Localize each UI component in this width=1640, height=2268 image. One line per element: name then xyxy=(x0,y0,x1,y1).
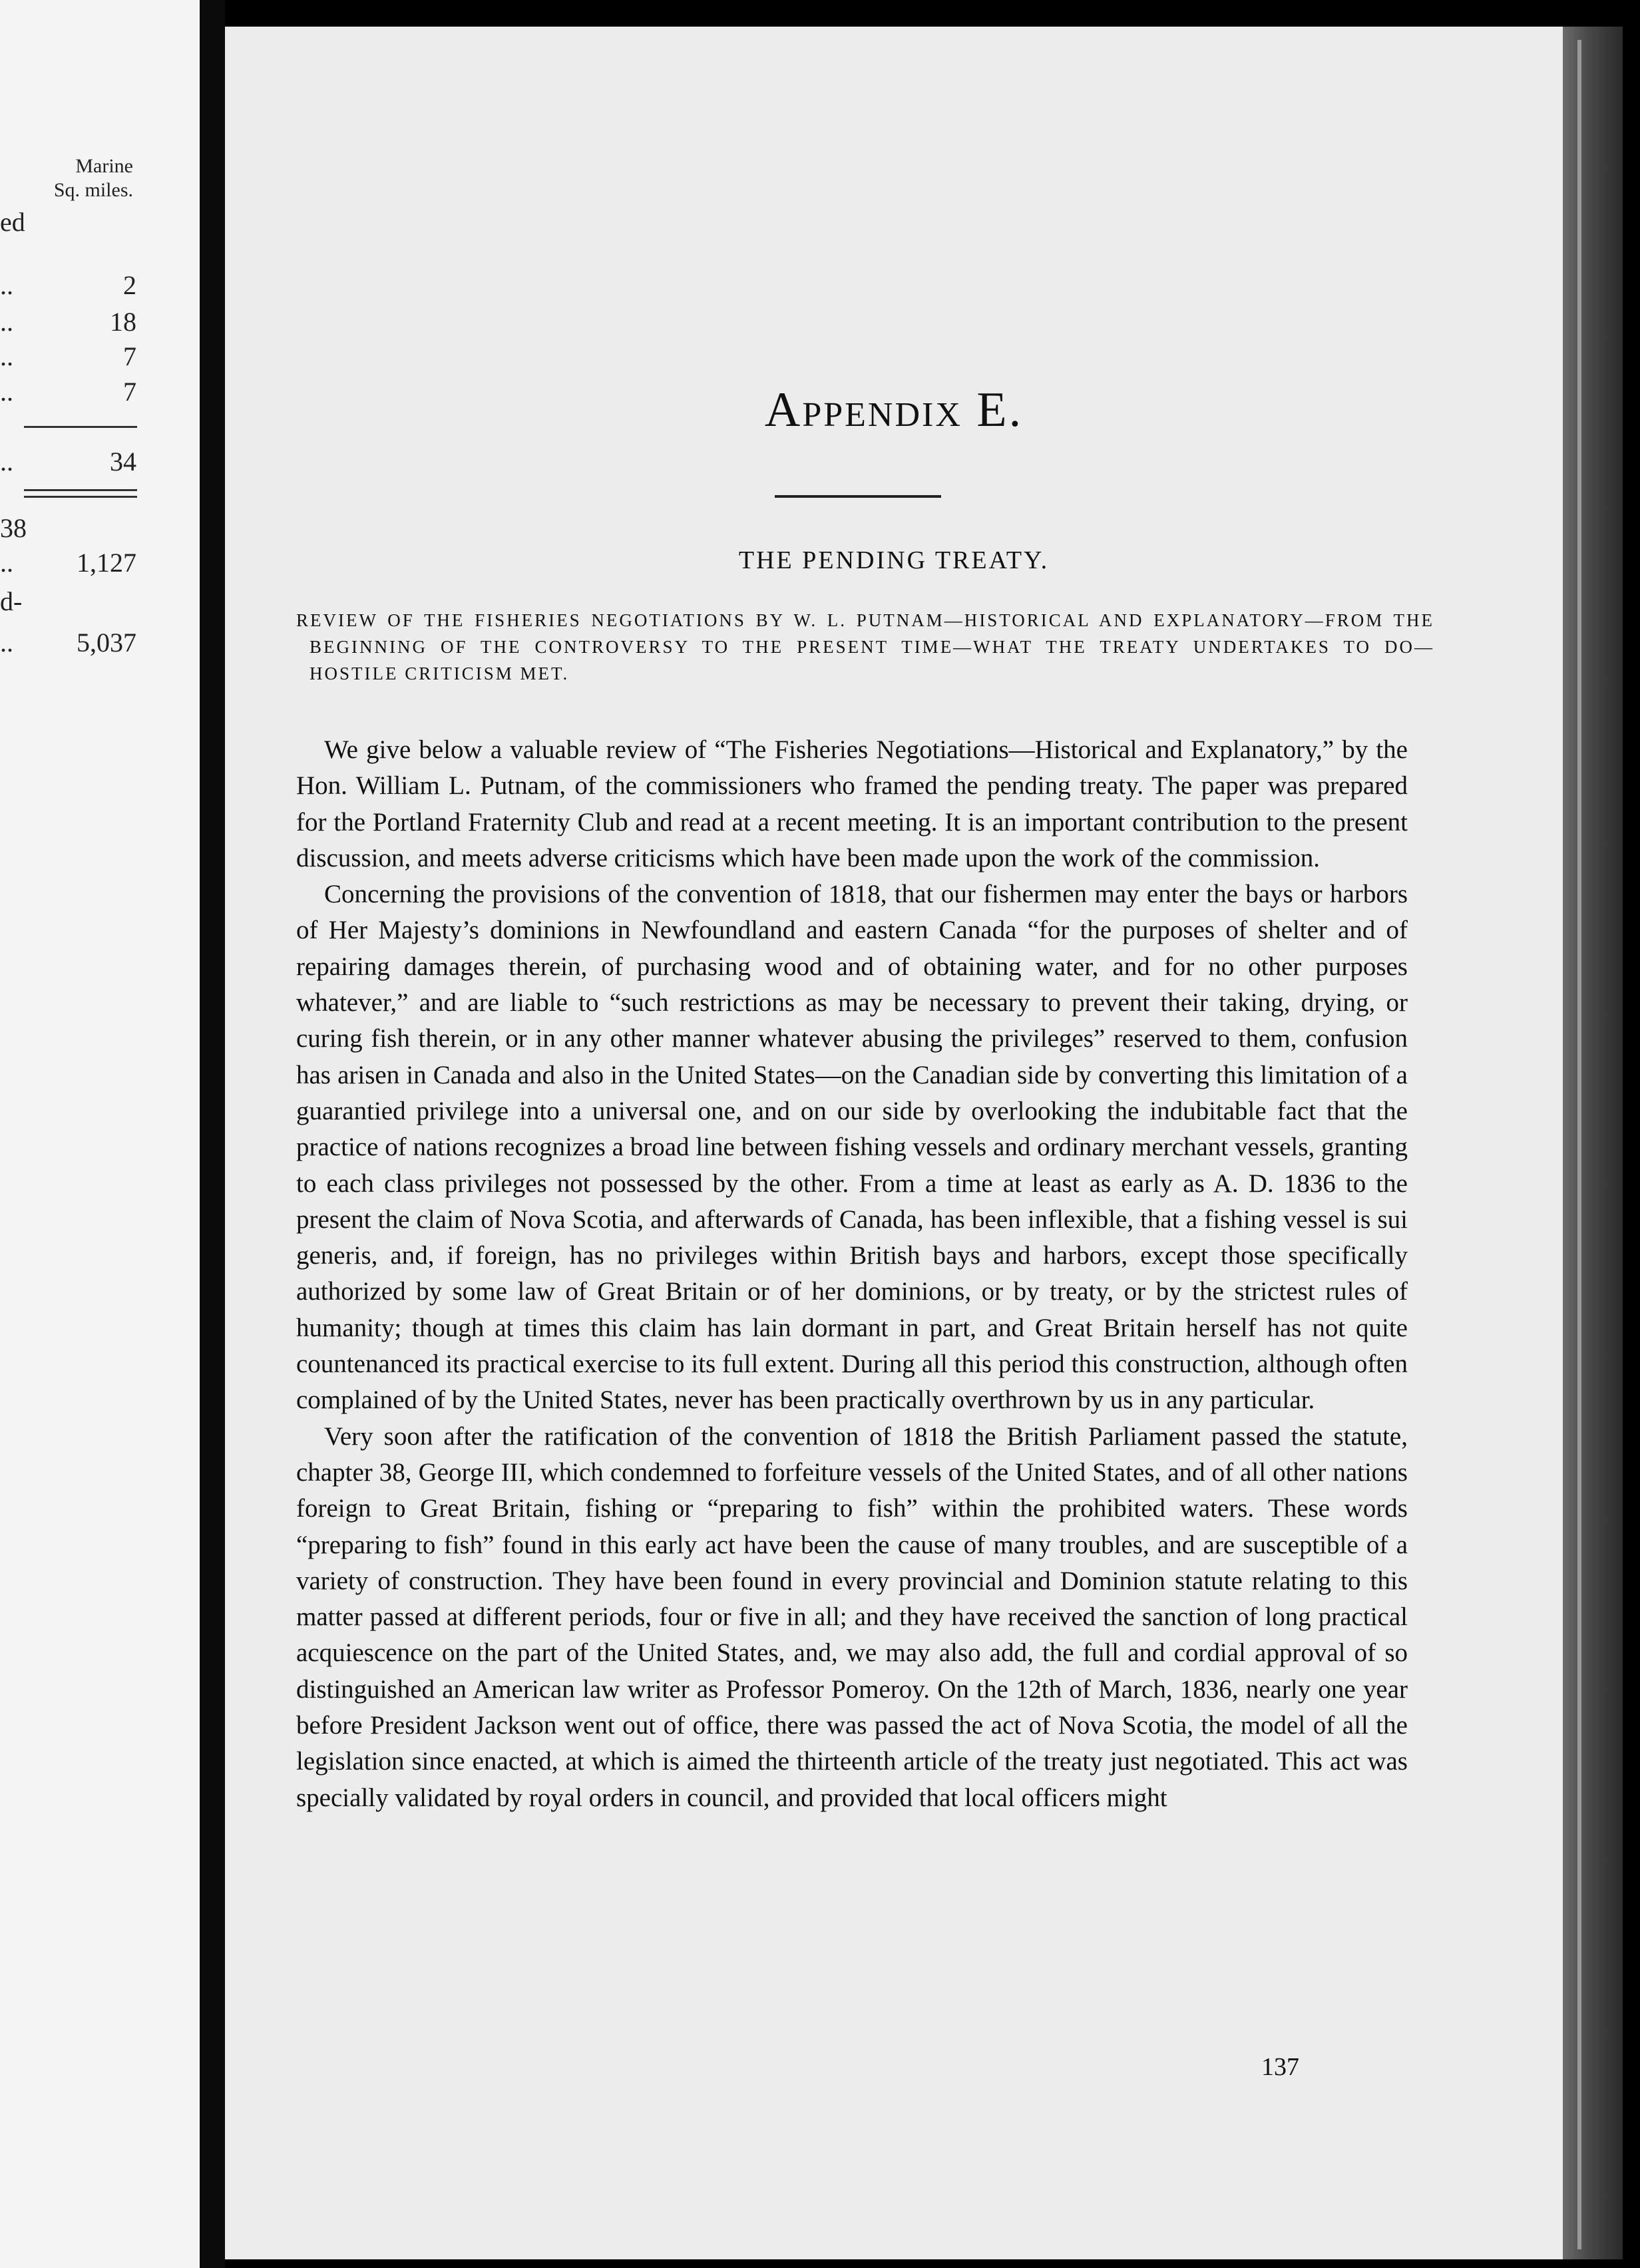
section-summary xyxy=(296,607,1434,687)
left-row-value: 2 xyxy=(123,270,136,300)
left-table-row xyxy=(0,341,136,372)
right-page-edge xyxy=(1563,27,1623,2259)
left-row-dots: .. xyxy=(0,628,13,658)
book-gutter xyxy=(200,0,225,2268)
page-number: 137 xyxy=(1261,2053,1299,2081)
left-header-line2: Sq. miles. xyxy=(53,179,133,201)
left-fragment-d: d- xyxy=(0,586,23,616)
left-row-dots: .. xyxy=(0,307,13,337)
left-sum-rule xyxy=(24,426,137,428)
left-double-rule-bottom xyxy=(24,496,137,498)
section-summary-text: REVIEW OF THE FISHERIES NEGOTIATIONS BY W. L. PUTNAM—HISTORICAL AND EXPLANATORY—FROM THE BEGINNING OF THE CONTROVERSY TO THE PRESENT TIME—WHAT THE TREATY UNDERTAKES TO DO—HOSTILE CRITICISM MET. xyxy=(296,610,1434,683)
left-table-row xyxy=(0,547,136,578)
paragraph: We give below a valuable review of “The Fisheries Negotiations—Historical and Explanatory,” by the Hon. William L. Putnam, of the commissioners who framed the pending treaty. The paper was prepared for the Portland Fraternity Club and read at a recent meeting. It is an important contribution to the present discussion, and meets adverse criticisms which have been made upon the work of the commission. xyxy=(296,735,1408,872)
left-page-fragment xyxy=(0,0,200,2268)
left-fragment-ed: ed xyxy=(0,207,25,237)
left-double-rule-top xyxy=(24,489,137,491)
left-row-value: 18 xyxy=(110,307,136,337)
left-row-dots: .. xyxy=(0,447,13,476)
left-row-dots: .. xyxy=(0,548,13,578)
paragraph: Concerning the provisions of the convention of 1818, that our fishermen may enter the bays or harbors of Her Majesty’s dominions in Newfoundland and eastern Canada “for the purposes of shelter and of repairing damages therein, of purchasing wood and of obtaining water, and for no other purposes whatever,” and are liable to “such restrictions as may be necessary to prevent their taking, drying, or curing fish therein, or in any other manner whatever abusing the privileges” reserved to them, confusion has arisen in Canada and also in the United States—on the Canadian side by converting this limitation of a guarantied privilege into a universal one, and on our side by overlooking the indubitable fact that the practice of nations recognizes a broad line between fishing vessels and ordinary merchant vessels, granting to each class privileges not possessed by the other. From a time at least as early as A. D. 1836 to the present the claim of Nova Scotia, and afterwards of Canada, has been inflexible, that a fishing vessel is sui generis, and, if foreign, has no privileges within British bays and harbors, except those specifically authorized by some law of Great Britain or of her dominions, or by treaty, or by the strictest rules of humanity; though at times this claim has lain dormant in part, and Great Britain herself has not quite countenanced its practical exercise to its full extent. During all this period this construction, although often complained of by the United States, never has been practically overthrown by us in any particular. xyxy=(296,880,1408,1415)
left-fragment-88: 38 xyxy=(0,513,27,543)
left-table-row xyxy=(0,306,136,337)
right-page-edge-line xyxy=(1577,40,1581,2249)
left-table-row xyxy=(0,627,136,658)
left-row-dots: .. xyxy=(0,377,13,407)
left-header-line1: Marine xyxy=(75,155,133,177)
left-row-value: 34 xyxy=(110,447,136,476)
left-row-dots: .. xyxy=(0,341,13,371)
left-table-row xyxy=(0,376,136,407)
section-title: THE PENDING TREATY. xyxy=(738,546,1050,574)
left-row-value: 5,037 xyxy=(77,628,136,658)
left-row-value: 7 xyxy=(123,341,136,371)
left-row-dots: .. xyxy=(0,270,13,300)
left-row-value: 7 xyxy=(123,377,136,407)
paragraph: Very soon after the ratification of the convention of 1818 the British Parliament passed the statute, chapter 38, George III, which condemned to forfeiture vessels of the United States, and of all other nations foreign to Great Britain, fishing or “preparing to fish” within the prohibited waters. These words “preparing to fish” found in this early act have been the cause of many troubles, and are susceptible of a variety of construction. They have been found in every provincial and Dominion statute relating to this matter passed at different periods, four or five in all; and they have received the sanction of long practical acquiescence on the part of the United States, and, we may also add, the full and cordial approval of so distinguished an American law writer as Professor Pomeroy. On the 12th of March, 1836, nearly one year before President Jackson went out of office, there was passed the act of Nova Scotia, the model of all the legislation since enacted, at which is aimed the thirteenth article of the treaty just negotiated. This act was specially validated by royal orders in council, and provided that local officers might xyxy=(296,1421,1408,1812)
title-rule xyxy=(775,495,941,498)
left-column-header xyxy=(53,154,133,202)
body-text xyxy=(296,732,1408,1816)
appendix-title: Appendix E. xyxy=(764,383,1024,437)
left-table-row xyxy=(0,270,136,301)
left-total-row xyxy=(0,446,136,477)
left-row-value: 1,127 xyxy=(77,548,136,578)
